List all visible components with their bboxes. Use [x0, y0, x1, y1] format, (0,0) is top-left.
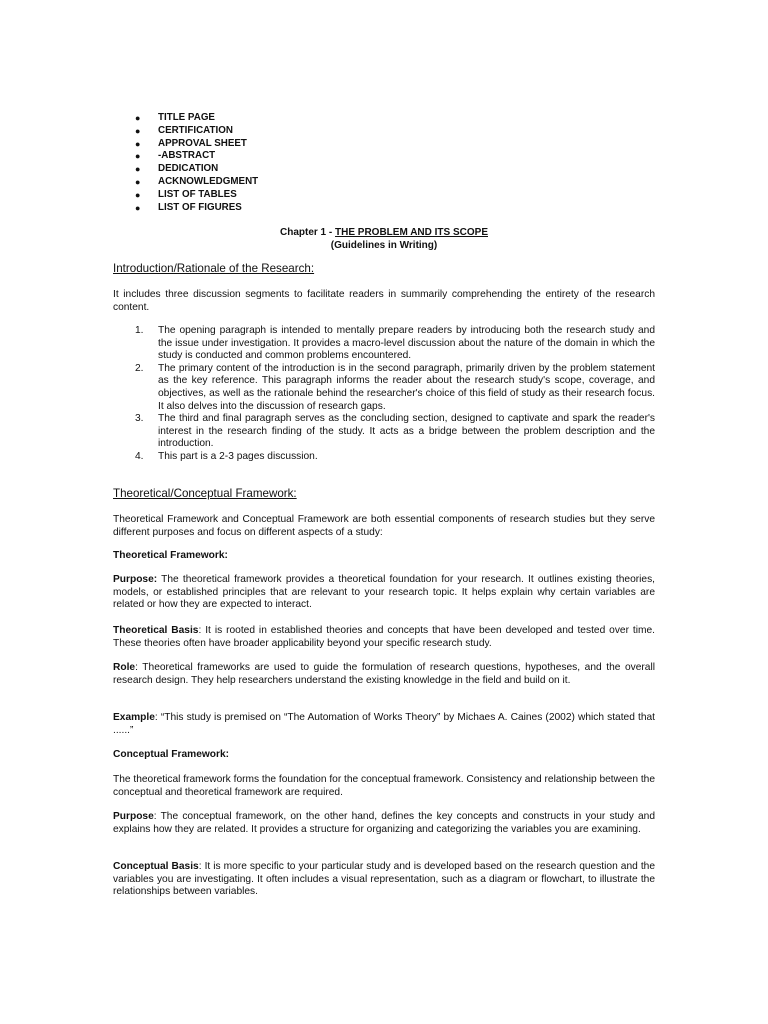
bullet-icon: ● — [135, 202, 141, 213]
conceptual-lead: The theoretical framework forms the foundation for the conceptual framework. Consistency and relationship between the conceptual and theoretical framework are required. — [113, 774, 655, 798]
conceptual-basis: Conceptual Basis: It is more specific to your particular study and is developed based on the research question and the variables you are investigating. It often includes a visual representation, such as a diagram or flowchart, to illustrate the relationships between variables. — [113, 861, 655, 898]
list-item: 2. The primary content of the introduction is in the second paragraph, primarily driven by the problem statement as the key reference. This paragraph informs the reader about the research study's scope, coverage, and objectives, as well as the rationale behind the researcher's choice of this field of study as their research focus. It also delves into the discussion of research gaps. — [135, 362, 655, 412]
theoretical-purpose: Purpose: The theoretical framework provides a theoretical foundation for your research. It outlines existing theories, models, or established principles that are relevant to your research topic. It helps explain why certain variables are related or how they are expected to interact. — [113, 574, 655, 611]
bullet-icon: ● — [135, 164, 141, 175]
intro-lead: It includes three discussion segments to facilitate readers in summarily comprehending the entirety of the research content. — [113, 289, 655, 313]
front-matter-list — [135, 112, 258, 214]
theoretical-title: Theoretical Framework: — [113, 550, 228, 561]
chapter-title-line — [113, 226, 655, 239]
front-matter-item: ● TITLE PAGE — [135, 112, 215, 123]
chapter-subtitle: (Guidelines in Writing) — [330, 240, 438, 251]
conceptual-purpose: Purpose: The conceptual framework, on the other hand, defines the key concepts and constructs in your study and explains how they are related. It provides a structure for organizing and categorizing the variables you are examining. — [113, 811, 655, 835]
chapter-title: THE PROBLEM AND ITS SCOPE — [335, 227, 488, 238]
bullet-icon: ● — [135, 189, 141, 200]
bullet-icon: ● — [135, 151, 141, 162]
conceptual-title: Conceptual Framework: — [113, 749, 230, 760]
list-item: 3. The third and final paragraph serves as the concluding section, designed to captivate and spark the reader's interest in the research finding of the study. It acts as a bridge between the problem description and the introduction. — [135, 413, 655, 450]
theoretical-example: Example: “This study is premised on “The Automation of Works Theory” by Michaes A. Caines (2002) which stated that ......” — [113, 712, 655, 736]
front-matter-item: ● LIST OF TABLES — [135, 188, 237, 200]
theoretical-role: Role: Theoretical frameworks are used to guide the formulation of research questions, hypotheses, and the overall research design. They help researchers understand the existing knowledge in the field and build on it. — [113, 662, 655, 686]
bullet-icon: ● — [135, 113, 141, 123]
theoretical-basis: Theoretical Basis: It is rooted in established theories and concepts that have been developed and tested over time. These theories often have broader applicability beyond your specific research study. — [113, 625, 655, 649]
chapter-prefix: Chapter 1 - — [280, 227, 336, 238]
bullet-icon: ● — [135, 138, 141, 149]
front-matter-item: ● APPROVAL SHEET — [135, 137, 247, 149]
bullet-icon: ● — [135, 176, 141, 187]
bullet-icon: ● — [135, 125, 141, 136]
list-item: 4. This part is a 2-3 pages discussion. — [135, 450, 318, 462]
list-item: 1. The opening paragraph is intended to mentally prepare readers by introducing both the research study and the issue under investigation. It provides a macro-level discussion about the nature of the domain in which the study is conducted and common problems encountered. — [135, 325, 655, 362]
front-matter-item: ● -ABSTRACT — [135, 150, 216, 162]
intro-segments-list — [113, 325, 655, 464]
front-matter-item: ● CERTIFICATION — [135, 124, 233, 136]
intro-heading: Introduction/Rationale of the Research: — [113, 262, 315, 275]
front-matter-item: ● DEDICATION — [135, 163, 219, 175]
chapter-heading — [113, 226, 655, 252]
framework-heading: Theoretical/Conceptual Framework: — [113, 487, 297, 500]
framework-lead: Theoretical Framework and Conceptual Framework are both essential components of research studies but they serve different purposes and focus on different aspects of a study: — [113, 514, 655, 538]
front-matter-item: ● ACKNOWLEDGMENT — [135, 175, 259, 187]
front-matter-item: ● LIST OF FIGURES — [135, 201, 242, 213]
